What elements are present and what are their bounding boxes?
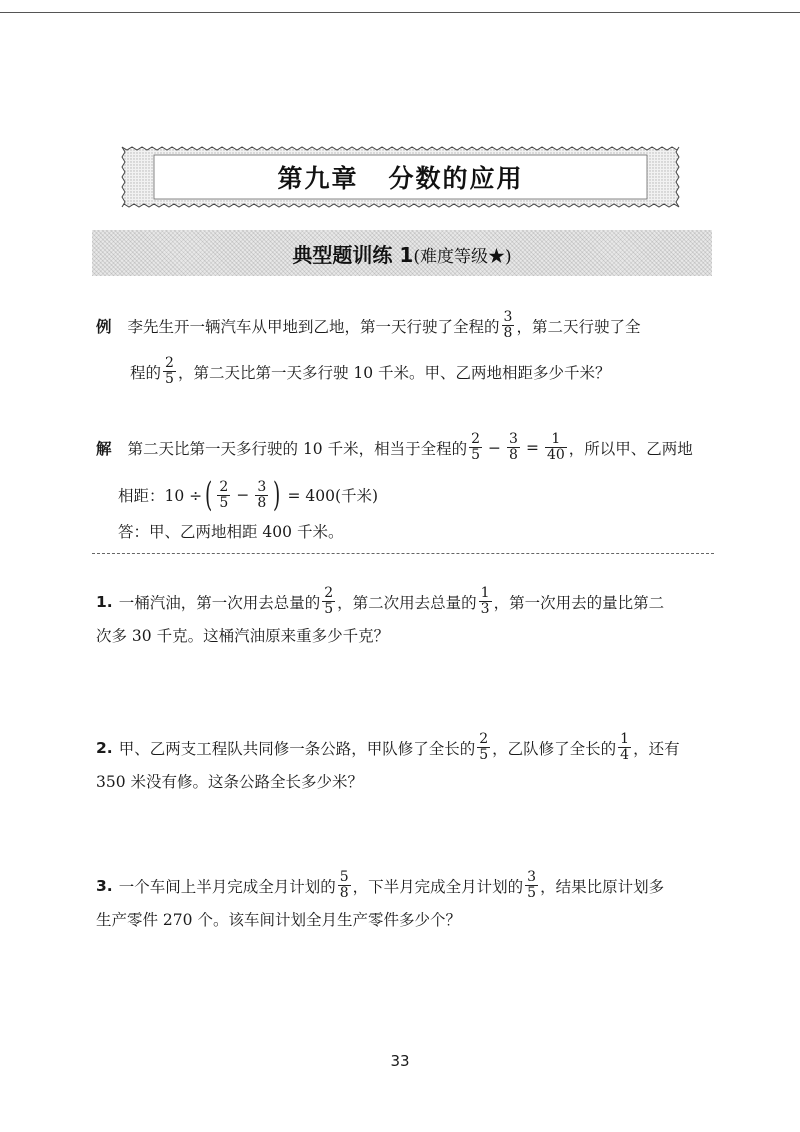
dashed-divider — [92, 553, 714, 554]
chapter-number: 第九章 — [277, 164, 359, 193]
fraction: $\frac{3}{8}$ — [503, 309, 513, 341]
section-title-text: 典型题训练 1 — [292, 242, 414, 267]
fraction: $\frac{2}{5}$ — [165, 355, 174, 387]
fraction: $\frac{1}{40}$ — [546, 431, 565, 463]
solution-answer — [118, 520, 343, 542]
question-text: 350 米没有修。这条公路全长多少米？ — [96, 773, 364, 791]
example-text: ，第二天行驶了全 — [516, 317, 641, 336]
question-text: 次多 30 千克。这桶汽油原来重多少千克？ — [96, 627, 390, 645]
question-text: 生产零件 270 个。该车间计划全月生产零件多少个？ — [96, 911, 461, 929]
solution-result: = 400(千米) — [287, 487, 379, 505]
chapter-banner — [118, 143, 683, 211]
fraction: $\frac{5}{8}$ — [339, 869, 349, 901]
fraction: $\frac{2}{5}$ — [219, 478, 229, 511]
chapter-title — [118, 143, 683, 211]
question-number: 2. — [96, 738, 113, 757]
question-1-line-2 — [96, 624, 389, 646]
solution-text: 相距：10 ÷ — [118, 487, 203, 505]
solution-line-1 — [96, 432, 693, 463]
example-label: 例 — [96, 317, 112, 336]
equals-sign: = — [525, 438, 539, 457]
section-title — [292, 239, 511, 268]
example-text: ，第二天比第一天多行驶 10 千米。甲、乙两地相距多少千米？ — [177, 363, 611, 382]
question-2-line-2 — [96, 770, 363, 792]
parenthesized-expression: ( $\frac{2}{5}$ − $\frac{3}{8}$ ) — [205, 475, 281, 515]
answer-text: 答：甲、乙两地相距 400 千米。 — [118, 523, 344, 541]
question-text: ，下半月完成全月计划的 — [352, 877, 524, 896]
example-text: 李先生开一辆汽车从甲地到乙地，第一天行驶了全程的 — [127, 317, 500, 336]
solution-line-2 — [118, 475, 379, 515]
fraction: $\frac{1}{3}$ — [480, 585, 490, 617]
fraction: $\frac{3}{8}$ — [257, 478, 267, 511]
question-3-line-1 — [96, 870, 664, 901]
example-line-2 — [130, 356, 611, 387]
question-number: 3. — [96, 876, 113, 895]
question-text: ，第一次用去的量比第二 — [493, 593, 665, 612]
solution-label: 解 — [96, 439, 112, 458]
question-text: 一个车间上半月完成全月计划的 — [118, 877, 336, 896]
question-text: ，乙队修了全长的 — [492, 739, 617, 758]
difficulty-label: (难度等级★) — [413, 246, 512, 267]
question-3-line-2 — [96, 908, 461, 930]
question-2-line-1 — [96, 732, 680, 763]
solution-text: ，所以甲、乙两地 — [568, 439, 693, 458]
question-text: 甲、乙两支工程队共同修一条公路，甲队修了全长的 — [118, 739, 476, 758]
solution-text: 第二天比第一天多行驶的 10 千米，相当于全程的 — [127, 439, 468, 458]
minus-sign: − — [236, 486, 250, 504]
page-number: 33 — [390, 1052, 410, 1070]
question-text: 一桶汽油，第一次用去总量的 — [118, 593, 321, 612]
top-rule — [0, 12, 800, 13]
fraction: $\frac{2}{5}$ — [479, 731, 489, 763]
question-text: ，还有 — [633, 739, 680, 758]
fraction: $\frac{3}{8}$ — [509, 431, 518, 463]
fraction: $\frac{3}{5}$ — [527, 869, 537, 901]
example-line-1 — [96, 310, 640, 341]
question-text: ，第二次用去总量的 — [337, 593, 477, 612]
example-text: 程的 — [130, 363, 162, 382]
fraction: $\frac{2}{5}$ — [471, 431, 481, 463]
fraction: $\frac{1}{4}$ — [620, 731, 630, 763]
question-text: ，结果比原计划多 — [540, 877, 665, 896]
question-number: 1. — [96, 592, 113, 611]
chapter-name: 分数的应用 — [388, 164, 524, 193]
section-bar — [92, 230, 712, 276]
fraction: $\frac{2}{5}$ — [324, 585, 334, 617]
question-1-line-1 — [96, 586, 664, 617]
minus-sign: − — [488, 438, 502, 457]
